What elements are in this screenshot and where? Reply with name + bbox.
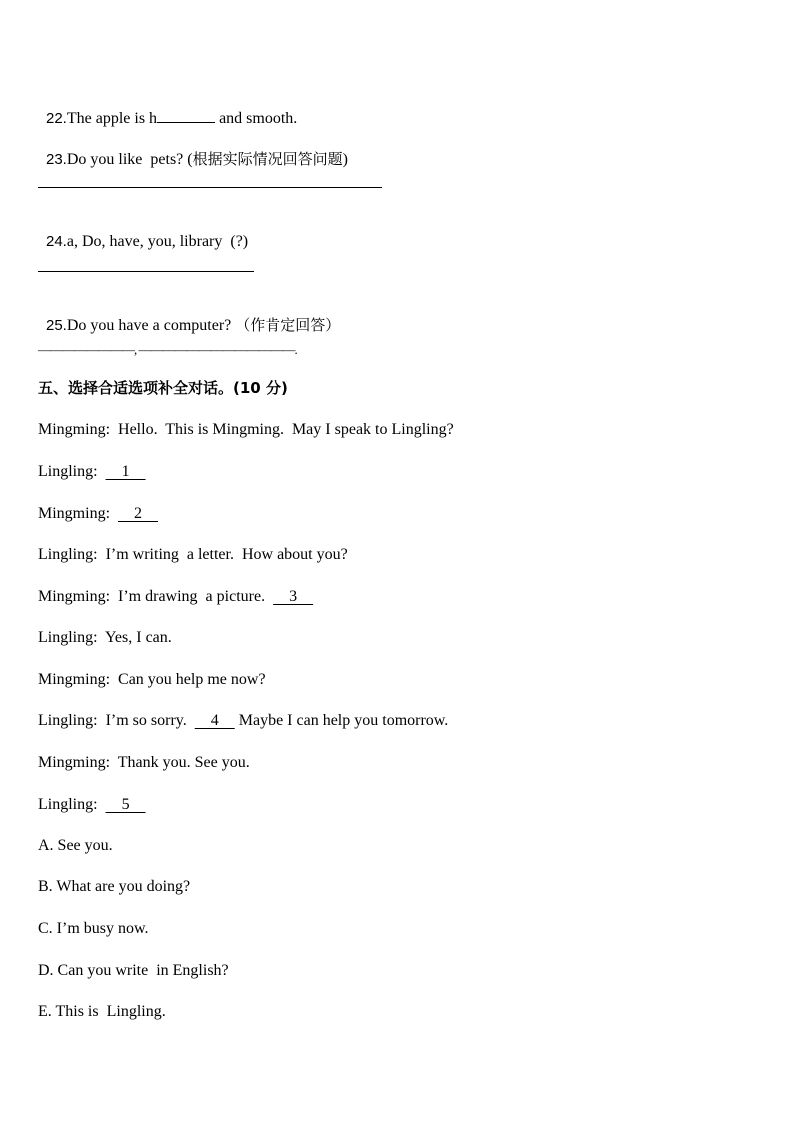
dialogue-line [38, 504, 158, 524]
dialogue-line [38, 670, 266, 690]
answer-blank[interactable] [157, 107, 215, 123]
dialogue-text: I’m drawing a picture. [110, 588, 274, 605]
dialogue-blank-2[interactable]: 2 [118, 505, 159, 522]
question-instruction: （作肯定回答） [235, 316, 341, 334]
question-text-end: and smooth. [215, 110, 298, 127]
dialogue-line [38, 795, 146, 815]
speaker-name: Lingling: [38, 546, 98, 563]
dialogue-line [38, 545, 348, 565]
dialogue-blank-4[interactable]: 4 [194, 712, 235, 729]
dialogue-line [38, 628, 172, 648]
question-number: 25. [46, 317, 67, 334]
question-instruction: 根据实际情况回答问题 [192, 150, 343, 168]
dialogue-text-end: Maybe I can help you tomorrow. [234, 712, 449, 729]
dialogue-text: Yes, I can. [97, 629, 172, 646]
dialogue-line [38, 462, 146, 482]
dialogue-line [38, 753, 250, 773]
question-text: Do you like pets? ( [66, 151, 193, 168]
dialogue-text: Thank you. See you. [110, 754, 250, 771]
dialogue-text: I’m writing a letter. How about you? [97, 546, 348, 563]
dialogue-text [110, 505, 118, 522]
dialogue-line [38, 711, 448, 731]
speaker-name: Mingming: [38, 671, 111, 688]
dialogue-text [98, 796, 106, 813]
dialogue-blank-5[interactable]: 5 [105, 796, 146, 813]
question-25 [38, 295, 340, 336]
speaker-name: Lingling: [38, 712, 98, 729]
dialogue-line [38, 587, 313, 607]
question-number: 24. [46, 233, 67, 250]
answer-line[interactable] [38, 271, 254, 272]
speaker-name: Lingling: [38, 629, 98, 646]
option-e: E. This is Lingling. [38, 1003, 166, 1020]
dialogue-blank-1[interactable]: 1 [105, 463, 146, 480]
question-text: a, Do, have, you, library (?) [66, 233, 249, 250]
option-d: D. Can you write in English? [38, 962, 229, 979]
speaker-name: Mingming: [38, 505, 111, 522]
answer-line[interactable] [38, 187, 382, 188]
speaker-name: Lingling: [38, 463, 98, 480]
question-text: Do you have a computer? [66, 317, 236, 334]
question-24 [38, 212, 248, 252]
question-text: The apple is h [66, 110, 158, 127]
answer-line-q25[interactable]: ————————, —————————————. [38, 342, 297, 357]
dialogue-text [98, 463, 106, 480]
speaker-name: Mingming: [38, 754, 111, 771]
speaker-name: Lingling: [38, 796, 98, 813]
speaker-name: Mingming: [38, 421, 111, 438]
dialogue-text: Can you help me now? [110, 671, 266, 688]
dialogue-line [38, 420, 454, 440]
option-c: C. I’m busy now. [38, 920, 149, 937]
option-b: B. What are you doing? [38, 878, 191, 895]
question-close-paren: ) [342, 151, 348, 168]
dialogue-blank-3[interactable]: 3 [273, 588, 314, 605]
question-22 [38, 87, 297, 129]
question-number: 23. [46, 151, 67, 168]
question-number: 22. [46, 110, 67, 127]
dialogue-text: I’m so sorry. [97, 712, 195, 729]
dialogue-text: Hello. This is Mingming. May I speak to Lingling? [110, 421, 454, 438]
speaker-name: Mingming: [38, 588, 111, 605]
option-a: A. See you. [38, 837, 113, 854]
section-heading: 五、选择合适选项补全对话。(10 分) [38, 379, 288, 397]
question-23 [38, 129, 348, 170]
